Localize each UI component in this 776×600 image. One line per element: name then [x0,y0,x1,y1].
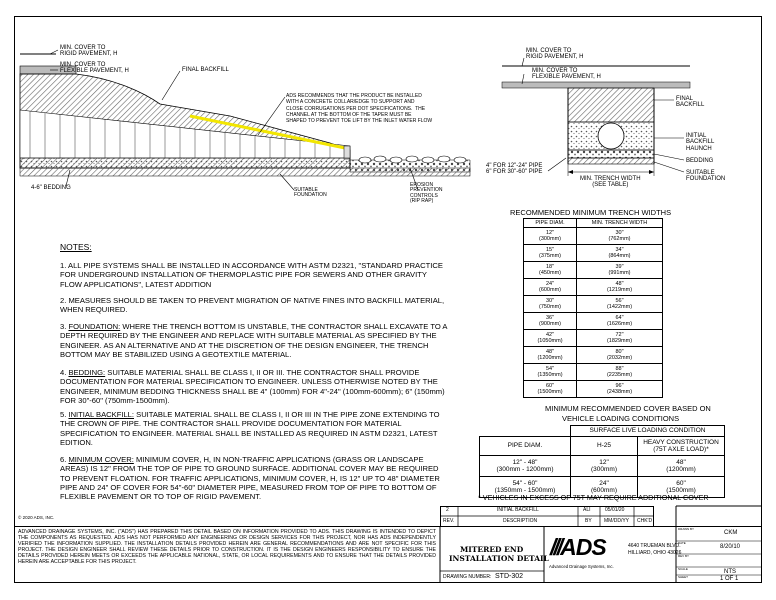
trench-header-width: MIN. TRENCH WIDTH [577,219,663,228]
rev-header-desc: DESCRIPTION [503,518,538,524]
note-1: 1. ALL PIPE SYSTEMS SHALL BE INSTALLED IN ACCORDANCE WITH ASTM D2321, "STANDARD PRACTICE FOR UNDERGROUND INSTALLATION OF THERMOPLASTIC PIPE FOR SEWERS AND OTHER GRAVITY FLOW APPLICATIONS", LATEST ADDITION [60,261,443,289]
note-6: 6. MINIMUM COVER: MINIMUM COVER, H, IN NON-TRAFFIC APPLICATIONS (GRASS OR LANDSCAPE AREAS) IS 12" FROM THE TOP OF PIPE TO GROUND SURFACE. ADDITIONAL COVER MAY BE REQUIRED TO PREVENT FLOATION. FOR TRAFFIC APPLICATIONS, MINIMUM COVER, H, IS 12" UP TO 48" DIAMETER PIPE AND 24" OF COVER FOR 54"-60" DIAMETER PIPE, MEASURED FROM TOP OF PIPE TO BOTTOM OF FLEXIBLE PAVEMENT OR TO TOP OF RIGID PAVEMENT. [60,455,440,501]
drawing-title-line1: MITERED END [460,545,524,554]
trench-cell-width: 34" (864mm) [577,245,663,262]
trench-cell-pipe: 30" (750mm) [524,296,577,313]
cover-col-pipe: PIPE DIAM. [480,437,571,456]
label-min-cover-rigid-right: MIN. COVER TO RIGID PAVEMENT, H [526,48,584,61]
drawn-by-label: DRAWN BY [678,527,695,531]
rev-header-chkd: CHK'D [637,518,653,524]
rev-header-date: MM/DD/YY [604,518,629,524]
trench-cell-pipe: 18" (450mm) [524,262,577,279]
cover-cell: 12" (300mm) [571,456,638,477]
cover-group-header: SURFACE LIVE LOADING CONDITION [571,426,725,437]
label-bedding-left: 4-6" BEDDING [31,185,71,191]
label-min-cover-flexible-right: MIN. COVER TO FLEXIBLE PAVEMENT, H [532,68,601,81]
label-trench-width: MIN. TRENCH WIDTH (SEE TABLE) [580,176,641,189]
date-value: 8/20/10 [720,544,741,550]
cover-footnote: * VEHICLES IN EXCESS OF 75T MAY REQUIRE ADDITIONAL COVER [478,493,709,502]
copyright: © 2020 ADS, INC. [18,515,55,520]
label-final-backfill-right: FINAL BACKFILL [676,96,705,109]
label-pipe-depth: 4" FOR 12"-24" PIPE 6" FOR 30"-60" PIPE [486,163,543,176]
drawing-number-label: DRAWING NUMBER: [443,574,492,580]
date-label: DATE [678,541,686,545]
drawing-number: STD-302 [495,573,524,580]
trench-cell-pipe: 36" (900mm) [524,313,577,330]
trench-cell-pipe: 24" (600mm) [524,279,577,296]
trench-cell-pipe: 42" (1050mm) [524,330,577,347]
cover-cell: 48" (1200mm) [638,456,725,477]
label-ads-recommends: ADS RECOMMENDS THAT THE PRODUCT BE INSTALLED WITH A CONCRETE COLLAR/EDGE TO SUPPORT AND CLOSE CORRUGATIONS PER DOT SPECIFICATIONS. THE CHANNEL AT THE BOTTOM OF THE TAPER MUST BE SHAPED TO PREVENT TOE LIFT BY THE INLET WATER FLOW [286,93,433,124]
cover-cell: 60" (1500mm) [638,477,725,498]
sheet-value: 1 OF 1 [720,576,739,582]
trench-cell-pipe: 48" (1200mm) [524,347,577,364]
rev-date: 05/01/20 [605,507,625,513]
label-final-backfill-left: FINAL BACKFILL [182,67,229,73]
address-line1: 4640 TRUEMAN BLVD. [628,543,681,549]
cover-cell: 24" (600mm) [571,477,638,498]
rev-header-by: BY [585,518,592,524]
trench-cell-pipe: 12" (300mm) [524,228,577,245]
trench-cell-width: 64" (1626mm) [577,313,663,330]
cover-table-title-line2: VEHICLE LOADING CONDITIONS [562,414,680,423]
rev-by-label: REV BY [678,554,690,558]
cover-col-h25: H-25 [571,437,638,456]
label-erosion-controls: EROSION PREVENTION CONTROLS (RIP RAP) [410,182,443,204]
label-initial-backfill: INITIAL BACKFILL HAUNCH [686,133,715,152]
trench-cell-width: 30" (762mm) [577,228,663,245]
trench-cell-width: 56" (1422mm) [577,296,663,313]
trench-table-title: RECOMMENDED MINIMUM TRENCH WIDTHS [510,208,672,217]
trench-cell-width: 39" (991mm) [577,262,663,279]
trench-cell-pipe: 54" (1350mm) [524,364,577,381]
trench-cell-width: 80" (2032mm) [577,347,663,364]
trench-cell-pipe: 60" (1500mm) [524,381,577,398]
drawn-by: CKM [724,530,738,536]
address-line2: HILLIARD, OHIO 43026 [628,550,682,556]
rev-by: ALI [583,507,591,513]
trench-cell-pipe: 15" (375mm) [524,245,577,262]
label-suitable-foundation-left: SUITABLE FOUNDATION [294,187,327,199]
trench-cell-width: 72" (1829mm) [577,330,663,347]
trench-header-pipe: PIPE DIAM. [524,219,577,228]
notes-title: NOTES: [60,242,92,252]
trench-cell-width: 88" (2235mm) [577,364,663,381]
label-bedding-right: BEDDING [686,158,714,164]
label-min-cover-flexible-left: MIN. COVER TO FLEXIBLE PAVEMENT, H [60,62,129,75]
scale-value: NTS [724,569,736,575]
note-5: 5. INITIAL BACKFILL: SUITABLE MATERIAL SHALL BE CLASS I, II OR III IN THE PIPE ZONE EXTENDING TO THE CROWN OF PIPE. THE CONTRACTOR SHALL PROVIDE DOCUMENTATION FOR MATERIAL SPECIFICATION TO ENGINEER. MATERIAL SHALL BE INSTALLED AS REQUIRED IN ASTM D2321, LATEST EDITION. [60,410,440,447]
rev-description: INITIAL BACKFILL [497,507,539,513]
ads-logo: ///ADS [550,534,606,560]
trench-cell-width: 48" (1219mm) [577,279,663,296]
cover-cell: 54" - 60" (1350mm - 1500mm) [480,477,571,498]
sheet-label: SHEET [678,575,689,579]
note-3: 3. FOUNDATION: WHERE THE TRENCH BOTTOM IS UNSTABLE, THE CONTRACTOR SHALL EXCAVATE TO A DEPTH REQUIRED BY THE ENGINEER AND REPLACE WITH SUITABLE MATERIAL AS SPECIFIED BY THE ENGINEER. AS AN ALTERNATIVE AND AT THE DISCRETION OF THE DESIGN ENGINEER, THE TRENCH BOTTOM MAY BE STABILIZED USING A GEOTEXTILE MATERIAL. [60,322,448,359]
disclaimer-text: ADVANCED DRAINAGE SYSTEMS, INC. ("ADS") HAS PREPARED THIS DETAIL BASED ON INFORMATION PROVIDED TO ADS. THIS DRAWING IS INTENDED TO DEPICT THE COMPONENTS AS REQUESTED. ADS HAS NOT PERFORMED ANY ENGINEERING OR DESIGN SERVICES FOR THIS PROJECT, NOR HAS ADS INDEPENDENTLY VERIFIED THE INFORMATION SUPPLIED. THE INSTALLATION DETAILS PROVIDED HEREIN ARE GENERAL RECOMMENDATIONS AND ARE NOT SPECIFIC FOR THIS PROJECT. THE DESIGN ENGINEER SHALL REVIEW THESE DETAILS PRIOR TO CONSTRUCTION. IT IS THE DESIGN ENGINEERS RESPONSIBILITY TO ENSURE THE DETAILS PROVIDED HEREIN MEETS OR EXCEEDS THE APPLICABLE NATIONAL, STATE, OR LOCAL REQUIREMENTS AND TO ENSURE THAT THE DETAILS PROVIDED HEREIN ARE ACCEPTABLE FOR THIS PROJECT. [18,529,436,566]
rev-header-rev: REV. [443,518,455,524]
rev-number: 2 [446,507,449,513]
note-4: 4. BEDDING: SUITABLE MATERIAL SHALL BE CLASS I, II OR III. THE CONTRACTOR SHALL PROVIDE DOCUMENTATION FOR MATERIAL SPECIFICATION TO ENGINEER. UNLESS OTHERWISE NOTED BY THE ENGINEER, MINIMUM BEDDING THICKNESS SHALL BE 4" (100mm) FOR 4"-24" (100mm-600mm); 6" (150mm) FOR 30"-60" (750mm-1500mm). [60,368,445,405]
label-suitable-foundation-right: SUITABLE FOUNDATION [686,170,726,183]
note-2: 2. MEASURES SHOULD BE TAKEN TO PREVENT MIGRATION OF NATIVE FINES INTO BACKFILL MATERIAL, WHEN REQUIRED. [60,296,445,315]
cover-cell: 12" - 48" (300mm - 1200mm) [480,456,571,477]
scale-label: SCALE [678,567,688,571]
label-min-cover-rigid-left: MIN. COVER TO RIGID PAVEMENT, H [60,45,118,58]
drawing-title-line2: INSTALLATION DETAIL [449,554,549,563]
cover-table-title-line1: MINIMUM RECOMMENDED COVER BASED ON [545,404,711,413]
logo-subtitle: Advanced Drainage Systems, Inc. [549,564,614,569]
cover-col-heavy: HEAVY CONSTRUCTION (75T AXLE LOAD)* [638,437,725,456]
trench-cell-width: 96" (2438mm) [577,381,663,398]
